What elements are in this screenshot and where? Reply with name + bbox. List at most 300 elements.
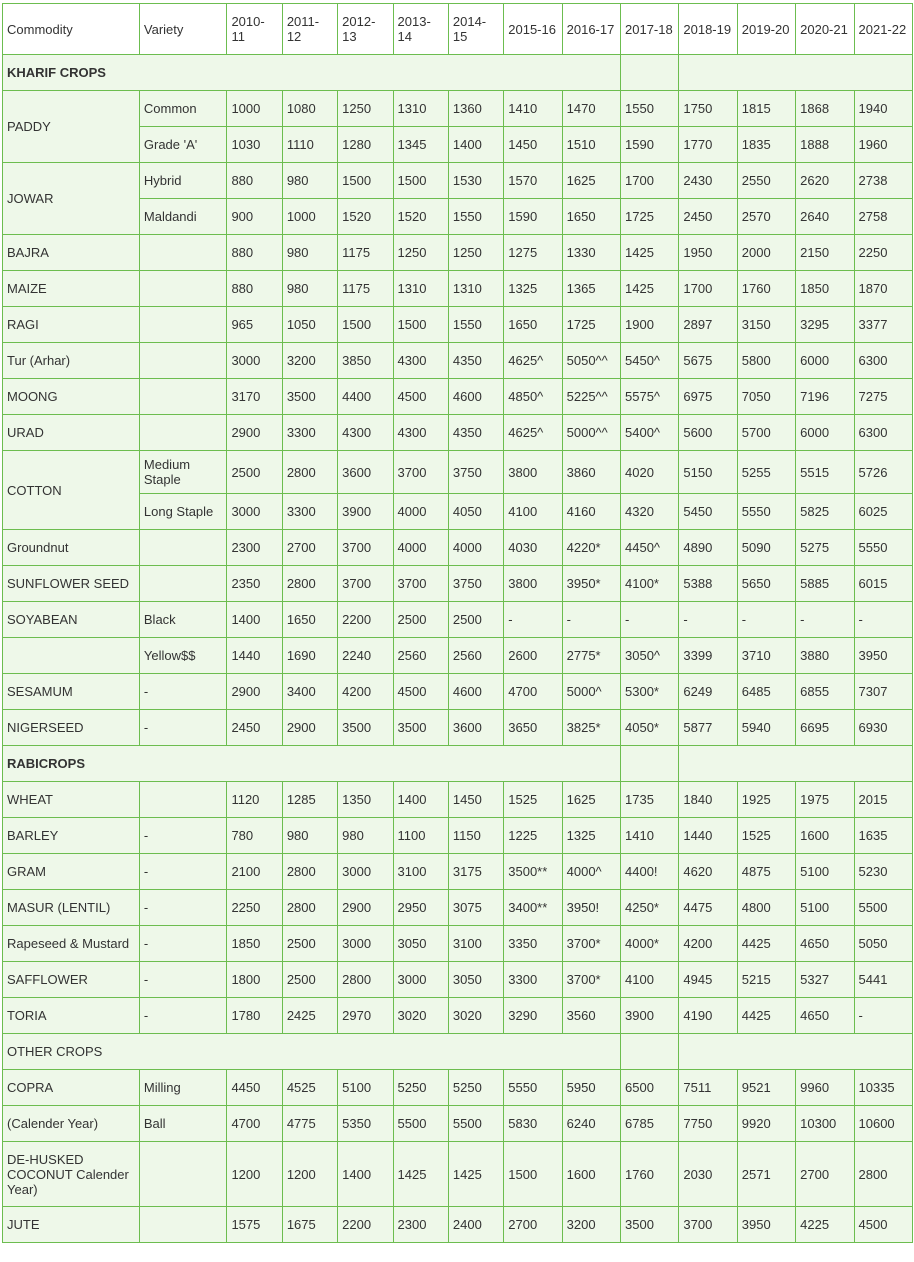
value-cell: 3175 [448, 854, 503, 890]
value-cell: 5000^ [562, 674, 620, 710]
value-cell: 4190 [679, 998, 737, 1034]
commodity-cell: SOYABEAN [3, 602, 140, 638]
value-cell: 1410 [621, 818, 679, 854]
table-row [3, 127, 913, 163]
value-cell: 3800 [504, 451, 562, 494]
value-cell: 2015 [854, 782, 913, 818]
value-cell: 1690 [282, 638, 337, 674]
commodity-cell: GRAM [3, 854, 140, 890]
value-cell: 3500 [621, 1207, 679, 1243]
header-commodity: Commodity [3, 4, 140, 55]
value-cell: 9920 [737, 1106, 795, 1142]
value-cell: 6500 [621, 1070, 679, 1106]
value-cell: 2800 [282, 854, 337, 890]
table-row [3, 1070, 913, 1106]
value-cell: 5000^^ [562, 415, 620, 451]
value-cell: 2571 [737, 1142, 795, 1207]
value-cell: 3170 [227, 379, 282, 415]
value-cell: 3600 [338, 451, 393, 494]
value-cell: 2700 [282, 530, 337, 566]
value-cell: 3020 [448, 998, 503, 1034]
value-cell: 3700 [393, 566, 448, 602]
value-cell: 3000 [227, 494, 282, 530]
commodity-cell: MAIZE [3, 271, 140, 307]
value-cell: 7750 [679, 1106, 737, 1142]
value-cell: 980 [282, 163, 337, 199]
variety-cell: - [139, 998, 227, 1034]
value-cell: 3500 [282, 379, 337, 415]
value-cell: 1520 [393, 199, 448, 235]
value-cell: 1940 [854, 91, 913, 127]
value-cell: 4525 [282, 1070, 337, 1106]
value-cell: 6000 [796, 343, 854, 379]
value-cell: 1250 [338, 91, 393, 127]
value-cell: 1120 [227, 782, 282, 818]
variety-cell [139, 1207, 227, 1243]
value-cell: 3000 [393, 962, 448, 998]
empty-cell [621, 1034, 679, 1070]
table-row [3, 91, 913, 127]
value-cell: 5500 [448, 1106, 503, 1142]
value-cell: 900 [227, 199, 282, 235]
value-cell: 1345 [393, 127, 448, 163]
commodity-cell: DE-HUSKED COCONUT Calender Year) [3, 1142, 140, 1207]
value-cell: 1960 [854, 127, 913, 163]
value-cell: 2700 [796, 1142, 854, 1207]
value-cell: 1310 [393, 91, 448, 127]
value-cell: 5825 [796, 494, 854, 530]
value-cell: 4400 [338, 379, 393, 415]
table-row [3, 782, 913, 818]
value-cell: 1925 [737, 782, 795, 818]
value-cell: 1850 [796, 271, 854, 307]
value-cell: 1650 [504, 307, 562, 343]
value-cell: 1470 [562, 91, 620, 127]
value-cell: 3880 [796, 638, 854, 674]
value-cell: 1425 [448, 1142, 503, 1207]
value-cell: 5350 [338, 1106, 393, 1142]
commodity-cell: JUTE [3, 1207, 140, 1243]
value-cell: 2450 [679, 199, 737, 235]
value-cell: 1888 [796, 127, 854, 163]
value-cell: 1815 [737, 91, 795, 127]
value-cell: 3377 [854, 307, 913, 343]
commodity-cell: WHEAT [3, 782, 140, 818]
value-cell: 2800 [282, 451, 337, 494]
value-cell: 6975 [679, 379, 737, 415]
value-cell: 1510 [562, 127, 620, 163]
value-cell: 4320 [621, 494, 679, 530]
value-cell: 2300 [227, 530, 282, 566]
value-cell: 1900 [621, 307, 679, 343]
value-cell: 9960 [796, 1070, 854, 1106]
value-cell: 10335 [854, 1070, 913, 1106]
value-cell: 6300 [854, 415, 913, 451]
value-cell: 3400** [504, 890, 562, 926]
section-row-kharif [3, 55, 913, 91]
value-cell: 2450 [227, 710, 282, 746]
value-cell: 3700 [338, 566, 393, 602]
variety-cell: - [139, 818, 227, 854]
value-cell: 3950* [562, 566, 620, 602]
table-row [3, 926, 913, 962]
value-cell: 3700 [679, 1207, 737, 1243]
value-cell: 6930 [854, 710, 913, 746]
empty-cell [679, 1034, 913, 1070]
empty-cell [621, 746, 679, 782]
table-row [3, 271, 913, 307]
value-cell: 4160 [562, 494, 620, 530]
value-cell: 1800 [227, 962, 282, 998]
value-cell: 4500 [393, 379, 448, 415]
value-cell: 6000 [796, 415, 854, 451]
value-cell: 4500 [854, 1207, 913, 1243]
value-cell: 4890 [679, 530, 737, 566]
value-cell: 7511 [679, 1070, 737, 1106]
header-year: 2017-18 [621, 4, 679, 55]
commodity-cell: COTTON [3, 451, 140, 530]
value-cell: 1550 [448, 307, 503, 343]
value-cell: 2030 [679, 1142, 737, 1207]
value-cell: 2500 [282, 926, 337, 962]
value-cell: 5450 [679, 494, 737, 530]
value-cell: 3300 [282, 415, 337, 451]
value-cell: 4875 [737, 854, 795, 890]
commodity-cell: MOONG [3, 379, 140, 415]
value-cell: 1500 [393, 307, 448, 343]
variety-cell: Common [139, 91, 227, 127]
value-cell: 4000 [393, 530, 448, 566]
value-cell: 1400 [393, 782, 448, 818]
value-cell: 1870 [854, 271, 913, 307]
variety-cell: - [139, 926, 227, 962]
table-row [3, 998, 913, 1034]
value-cell: 3500 [338, 710, 393, 746]
value-cell: 6485 [737, 674, 795, 710]
value-cell: 3700 [393, 451, 448, 494]
value-cell: - [737, 602, 795, 638]
value-cell: 4450^ [621, 530, 679, 566]
value-cell: 4775 [282, 1106, 337, 1142]
value-cell: 2775* [562, 638, 620, 674]
value-cell: 4800 [737, 890, 795, 926]
value-cell: 5877 [679, 710, 737, 746]
table-row [3, 1207, 913, 1243]
value-cell: 1575 [227, 1207, 282, 1243]
value-cell: 9521 [737, 1070, 795, 1106]
value-cell: 2550 [737, 163, 795, 199]
header-year: 2012-13 [338, 4, 393, 55]
table-row [3, 854, 913, 890]
table-row [3, 890, 913, 926]
value-cell: 1325 [562, 818, 620, 854]
variety-cell: - [139, 890, 227, 926]
table-row [3, 674, 913, 710]
value-cell: 3300 [282, 494, 337, 530]
value-cell: 1360 [448, 91, 503, 127]
empty-cell [621, 55, 679, 91]
value-cell: 3900 [338, 494, 393, 530]
variety-cell: Black [139, 602, 227, 638]
header-year: 2021-22 [854, 4, 913, 55]
value-cell: - [854, 602, 913, 638]
value-cell: 1100 [393, 818, 448, 854]
value-cell: 2200 [338, 602, 393, 638]
header-year: 2018-19 [679, 4, 737, 55]
table-row [3, 307, 913, 343]
table-row [3, 710, 913, 746]
value-cell: 2897 [679, 307, 737, 343]
value-cell: 2500 [282, 962, 337, 998]
value-cell: 1450 [504, 127, 562, 163]
value-cell: 5726 [854, 451, 913, 494]
value-cell: 1000 [227, 91, 282, 127]
commodity-cell: SESAMUM [3, 674, 140, 710]
value-cell: 2425 [282, 998, 337, 1034]
value-cell: 5100 [796, 890, 854, 926]
value-cell: 1450 [448, 782, 503, 818]
header-row [3, 4, 913, 55]
value-cell: 3000 [338, 926, 393, 962]
value-cell: 2620 [796, 163, 854, 199]
table-row [3, 379, 913, 415]
value-cell: 1725 [562, 307, 620, 343]
table-row [3, 451, 913, 494]
variety-cell [139, 566, 227, 602]
value-cell: 10300 [796, 1106, 854, 1142]
value-cell: 2000 [737, 235, 795, 271]
commodity-cell: NIGERSEED [3, 710, 140, 746]
variety-cell [139, 235, 227, 271]
value-cell: 2600 [504, 638, 562, 674]
value-cell: 4100 [504, 494, 562, 530]
value-cell: 1225 [504, 818, 562, 854]
value-cell: 1425 [393, 1142, 448, 1207]
value-cell: 7050 [737, 379, 795, 415]
value-cell: 1425 [621, 271, 679, 307]
value-cell: 1150 [448, 818, 503, 854]
value-cell: 4225 [796, 1207, 854, 1243]
commodity-cell: SUNFLOWER SEED [3, 566, 140, 602]
value-cell: 4350 [448, 415, 503, 451]
value-cell: 4100 [621, 962, 679, 998]
value-cell: 2350 [227, 566, 282, 602]
value-cell: 880 [227, 163, 282, 199]
commodity-cell: Groundnut [3, 530, 140, 566]
value-cell: - [621, 602, 679, 638]
value-cell: 1635 [854, 818, 913, 854]
value-cell: 7275 [854, 379, 913, 415]
value-cell: 3000 [227, 343, 282, 379]
value-cell: 2800 [282, 890, 337, 926]
value-cell: 3295 [796, 307, 854, 343]
variety-cell: - [139, 674, 227, 710]
value-cell: 1850 [227, 926, 282, 962]
value-cell: 5250 [393, 1070, 448, 1106]
value-cell: 3700* [562, 962, 620, 998]
table-row [3, 566, 913, 602]
value-cell: 5300* [621, 674, 679, 710]
variety-cell [139, 1142, 227, 1207]
header-year: 2010-11 [227, 4, 282, 55]
value-cell: 4200 [679, 926, 737, 962]
header-year: 2015-16 [504, 4, 562, 55]
value-cell: 1735 [621, 782, 679, 818]
section-row-rabi [3, 746, 913, 782]
value-cell: 4050* [621, 710, 679, 746]
value-cell: 1625 [562, 782, 620, 818]
value-cell: - [562, 602, 620, 638]
value-cell: 1440 [227, 638, 282, 674]
value-cell: 1050 [282, 307, 337, 343]
value-cell: 4850^ [504, 379, 562, 415]
value-cell: 3950 [854, 638, 913, 674]
value-cell: 1550 [448, 199, 503, 235]
value-cell: 2900 [227, 415, 282, 451]
value-cell: 2100 [227, 854, 282, 890]
value-cell: 4625^ [504, 343, 562, 379]
variety-cell [139, 379, 227, 415]
value-cell: 4650 [796, 926, 854, 962]
variety-cell: Ball [139, 1106, 227, 1142]
variety-cell: - [139, 710, 227, 746]
value-cell: 1600 [562, 1142, 620, 1207]
value-cell: 2250 [227, 890, 282, 926]
value-cell: - [504, 602, 562, 638]
value-cell: 5650 [737, 566, 795, 602]
value-cell: 4030 [504, 530, 562, 566]
value-cell: 1500 [338, 307, 393, 343]
value-cell: 2800 [854, 1142, 913, 1207]
variety-cell [139, 343, 227, 379]
value-cell: 5800 [737, 343, 795, 379]
commodity-cell: MASUR (LENTIL) [3, 890, 140, 926]
value-cell: 1500 [504, 1142, 562, 1207]
variety-cell [139, 530, 227, 566]
value-cell: 3050^ [621, 638, 679, 674]
value-cell: 3100 [448, 926, 503, 962]
value-cell: 4425 [737, 998, 795, 1034]
table-row [3, 530, 913, 566]
value-cell: 2430 [679, 163, 737, 199]
value-cell: 1000 [282, 199, 337, 235]
value-cell: 1500 [393, 163, 448, 199]
value-cell: 1950 [679, 235, 737, 271]
table-row [3, 343, 913, 379]
value-cell: 3300 [504, 962, 562, 998]
value-cell: 1868 [796, 91, 854, 127]
value-cell: 2570 [737, 199, 795, 235]
value-cell: 1365 [562, 271, 620, 307]
value-cell: 6855 [796, 674, 854, 710]
value-cell: 3000 [338, 854, 393, 890]
value-cell: 6025 [854, 494, 913, 530]
value-cell: 4600 [448, 674, 503, 710]
value-cell: 5275 [796, 530, 854, 566]
value-cell: 1175 [338, 235, 393, 271]
value-cell: 1500 [338, 163, 393, 199]
value-cell: 6240 [562, 1106, 620, 1142]
value-cell: 2950 [393, 890, 448, 926]
value-cell: 2500 [227, 451, 282, 494]
value-cell: 1525 [504, 782, 562, 818]
value-cell: 1425 [621, 235, 679, 271]
commodity-cell: PADDY [3, 91, 140, 163]
value-cell: - [796, 602, 854, 638]
empty-cell [679, 746, 913, 782]
value-cell: 3100 [393, 854, 448, 890]
value-cell: 5550 [854, 530, 913, 566]
header-year: 2019-20 [737, 4, 795, 55]
value-cell: 3075 [448, 890, 503, 926]
value-cell: 1625 [562, 163, 620, 199]
value-cell: 1835 [737, 127, 795, 163]
value-cell: 980 [282, 235, 337, 271]
value-cell: 5550 [737, 494, 795, 530]
value-cell: 5515 [796, 451, 854, 494]
value-cell: 1525 [737, 818, 795, 854]
section-row-other [3, 1034, 913, 1070]
value-cell: 965 [227, 307, 282, 343]
value-cell: 10600 [854, 1106, 913, 1142]
value-cell: 5150 [679, 451, 737, 494]
section-title-kharif: KHARIF CROPS [3, 55, 621, 91]
value-cell: 2800 [282, 566, 337, 602]
value-cell: 3400 [282, 674, 337, 710]
value-cell: 5575^ [621, 379, 679, 415]
section-title-other: OTHER CROPS [3, 1034, 621, 1070]
value-cell: 3850 [338, 343, 393, 379]
value-cell: 2700 [504, 1207, 562, 1243]
value-cell: 3200 [562, 1207, 620, 1243]
commodity-cell: (Calender Year) [3, 1106, 140, 1142]
table-row [3, 494, 913, 530]
value-cell: 4350 [448, 343, 503, 379]
table-row [3, 962, 913, 998]
value-cell: 1650 [282, 602, 337, 638]
value-cell: 1550 [621, 91, 679, 127]
variety-cell: - [139, 854, 227, 890]
value-cell: 1325 [504, 271, 562, 307]
variety-cell: - [139, 962, 227, 998]
value-cell: 4020 [621, 451, 679, 494]
value-cell: 1590 [621, 127, 679, 163]
value-cell: 4220* [562, 530, 620, 566]
value-cell: 1175 [338, 271, 393, 307]
value-cell: 5550 [504, 1070, 562, 1106]
value-cell: 5441 [854, 962, 913, 998]
header-year: 2011-12 [282, 4, 337, 55]
value-cell: 1350 [338, 782, 393, 818]
value-cell: 1400 [338, 1142, 393, 1207]
table-row [3, 638, 913, 674]
value-cell: 2738 [854, 163, 913, 199]
value-cell: 5050 [854, 926, 913, 962]
value-cell: 3020 [393, 998, 448, 1034]
value-cell: 2640 [796, 199, 854, 235]
value-cell: 5255 [737, 451, 795, 494]
commodity-cell: Rapeseed & Mustard [3, 926, 140, 962]
value-cell: 2300 [393, 1207, 448, 1243]
value-cell: 2900 [282, 710, 337, 746]
value-cell: 7196 [796, 379, 854, 415]
value-cell: 3600 [448, 710, 503, 746]
value-cell: 5100 [338, 1070, 393, 1106]
value-cell: 5225^^ [562, 379, 620, 415]
value-cell: 4000 [448, 530, 503, 566]
value-cell: 3700* [562, 926, 620, 962]
value-cell: 2400 [448, 1207, 503, 1243]
